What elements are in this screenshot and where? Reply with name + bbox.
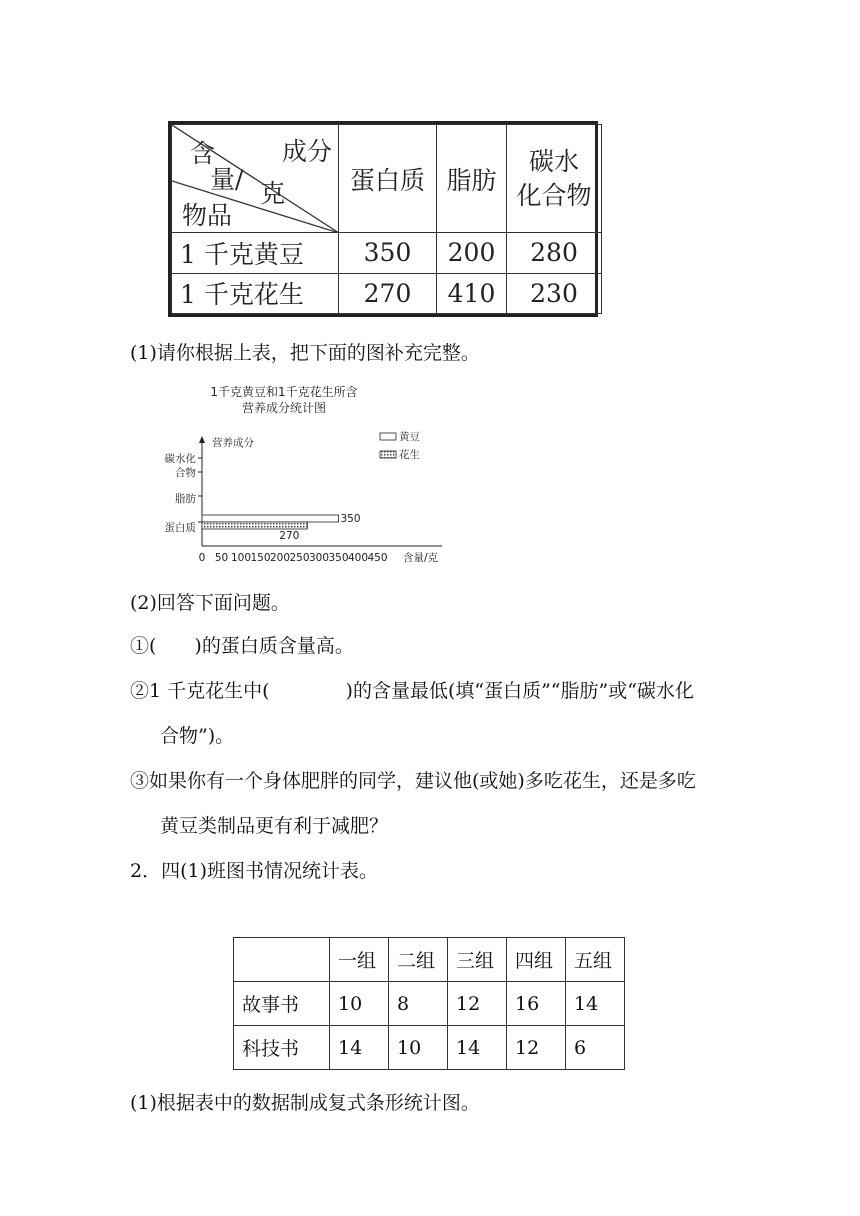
table-cell: 12	[448, 982, 507, 1026]
table-cell: 16	[507, 982, 566, 1026]
question-1-part1: (1)请你根据上表，把下面的图补充完整。	[130, 342, 480, 364]
bar-soybean	[202, 515, 339, 522]
table-header-cell: 三组	[448, 938, 507, 982]
question-1-b-line1: ②1 千克花生中( )的含量最低(填“蛋白质”“脂肪”或“碳水化	[130, 680, 694, 702]
table-cell: 14	[566, 982, 625, 1026]
x-axis-label: 含量/克	[403, 552, 439, 564]
corner-left-top: 含	[190, 139, 216, 168]
category-label: 蛋白质	[164, 522, 196, 534]
header-carbs: 碳水 化合物	[507, 125, 602, 233]
question-2-part1: (1)根据表中的数据制成复式条形统计图。	[130, 1092, 480, 1114]
x-tick-label: 300	[308, 552, 330, 564]
table-cell: 8	[389, 982, 448, 1026]
table-cell: 14	[330, 1026, 389, 1070]
corner-bottom-left: 物品	[182, 201, 233, 230]
table-header-cell: 四组	[507, 938, 566, 982]
header-fat: 脂肪	[437, 125, 507, 233]
legend-label-soybean: 黄豆	[399, 431, 420, 443]
question-1-b-line2: 合物”)。	[160, 725, 235, 747]
x-tick-label: 250	[289, 552, 310, 564]
question-1-c-line2: 黄豆类制品更有利于减肥？	[160, 815, 389, 837]
x-tick-label: 100	[230, 552, 252, 564]
table-cell: 200	[437, 233, 507, 274]
x-tick-label: 200	[269, 552, 291, 564]
table-header-row	[234, 938, 625, 982]
table-row	[172, 273, 602, 314]
table-cell: 230	[507, 273, 602, 314]
table-cell: 12	[507, 1026, 566, 1070]
question-1-c-line1: ③如果你有一个身体肥胖的同学，建议他(或她)多吃花生，还是多吃	[130, 770, 696, 792]
category-label: 脂肪	[175, 493, 196, 505]
corner-top-right: 成分	[281, 137, 332, 166]
row-label: 1 千克花生	[172, 273, 339, 314]
table-row	[172, 233, 602, 274]
legend-swatch-peanut	[380, 451, 396, 458]
y-axis-label: 营养成分	[212, 437, 254, 449]
table-cell: 10	[330, 982, 389, 1026]
bar-value-label: 270	[279, 530, 300, 542]
table-header-cell: 五组	[566, 938, 625, 982]
nutrition-bar-chart	[150, 376, 450, 568]
y-axis-arrow	[199, 436, 205, 443]
table-row	[234, 1026, 625, 1070]
table-cell: 14	[448, 1026, 507, 1070]
bar-value-label: 350	[340, 513, 361, 525]
table-header-cell: 二组	[389, 938, 448, 982]
question-1-part2: (2)回答下面问题。	[130, 592, 290, 614]
question-1-a: ①( )的蛋白质含量高。	[130, 635, 354, 657]
category-label: 碳水化	[164, 453, 196, 465]
corner-left-mid: 量/	[210, 165, 244, 194]
table-cell: 10	[389, 1026, 448, 1070]
row-label: 故事书	[234, 982, 330, 1026]
table-header-cell: 一组	[330, 938, 389, 982]
x-tick-label: 150	[250, 552, 271, 564]
row-label: 科技书	[234, 1026, 330, 1070]
table-cell: 270	[339, 273, 437, 314]
header-protein: 蛋白质	[339, 125, 437, 233]
x-tick-label: 0	[198, 552, 206, 564]
nutrition-table	[168, 121, 598, 317]
legend-label-peanut: 花生	[399, 449, 420, 461]
table-row	[234, 982, 625, 1026]
table-cell: 350	[339, 233, 437, 274]
x-tick-label: 350	[328, 552, 349, 564]
table-corner-cell	[172, 125, 339, 233]
table-cell: 280	[507, 233, 602, 274]
chart-title-line: 1千克黄豆和1千克花生所含	[210, 385, 358, 399]
table-cell: 410	[437, 273, 507, 314]
question-2-title: 2．四(1)班图书情况统计表。	[130, 860, 379, 882]
x-tick-label: 50	[214, 552, 229, 564]
table-cell: 6	[566, 1026, 625, 1070]
bar-peanut	[202, 522, 307, 529]
category-label: 合物	[175, 467, 196, 479]
book-stats-table	[233, 937, 625, 1070]
legend-swatch-soybean	[380, 433, 396, 440]
x-tick-label: 450	[367, 552, 388, 564]
table-header-cell	[234, 938, 330, 982]
corner-unit: 克	[260, 179, 286, 208]
chart-title-line: 营养成分统计图	[241, 401, 327, 415]
x-tick-label: 400	[347, 552, 369, 564]
row-label: 1 千克黄豆	[172, 233, 339, 274]
